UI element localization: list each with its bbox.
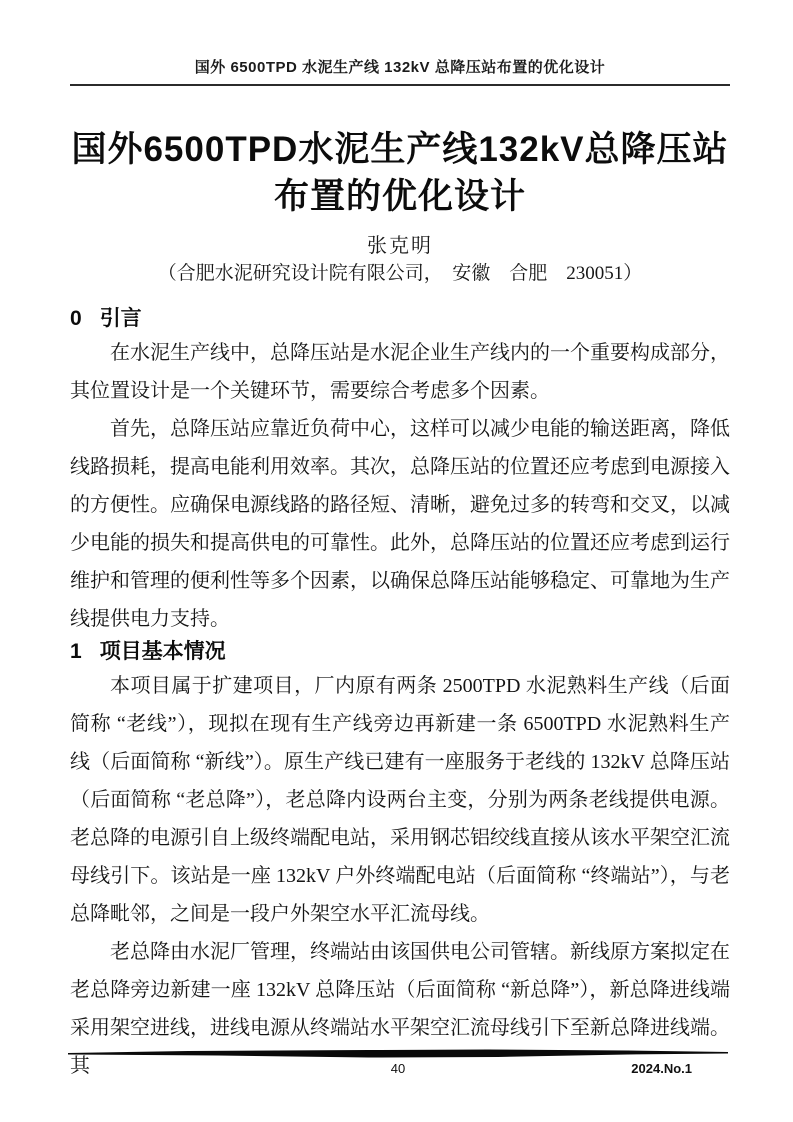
paragraph: 本项目属于扩建项目，厂内原有两条 2500TPD 水泥熟料生产线（后面简称 “老线”），现拟在现有生产线旁边再新建一条 6500TPD 水泥熟料生产线（后面简称 “新线”）。原生产线已建有一座服务于老线的 132kV 总降压站（后面简称 “老总降”），老总降内设两台主变，分别为两条老线提供电源。老总降的电源引自上级终端配电站，采用钢芯铝绞线直接从该水平架空汇流母线引下。该站是一座 132kV 户外终端配电站（后面简称 “终端站”），与老总降毗邻，之间是一段户外架空水平汇流母线。 [70,675,730,925]
article-title-line2: 布置的优化设计 [273,177,526,216]
author-affiliation: （合肥水泥研究设计院有限公司， 安徽 合肥 230051） [157,263,643,284]
header-rule [70,84,730,86]
section-title: 引言 [99,307,142,330]
section-body [70,334,730,638]
section-heading-0 [70,307,730,330]
section-number: 1 [70,640,82,663]
paragraph: 老总降由水泥厂管理，终端站由该国供电公司管辖。新线原方案拟定在老总降旁边新建一座 132kV 总降压站（后面简称 “新总降”），新总降进线端采用架空进线，进线电源从终端站水平架空汇流母线引下至新总降进线端。其 [70,941,730,1077]
footer-row [68,1060,728,1078]
running-header-title: 国外 6500TPD 水泥生产线 132kV 总降压站布置的优化设计 [194,59,606,76]
article-title-line1: 国外6500TPD水泥生产线132kV总降压站 [71,130,729,169]
section-title: 项目基本情况 [99,640,226,663]
paragraph: 在水泥生产线中，总降压站是水泥企业生产线内的一个重要构成部分，其位置设计是一个关键环节，需要综合考虑多个因素。 [70,342,730,402]
page-footer [68,1049,728,1078]
section-project-overview [70,640,730,1085]
section-introduction [70,307,730,638]
section-body [70,667,730,1085]
section-heading-1 [70,640,730,663]
section-number: 0 [70,307,82,330]
issue-label: 2024.No.1 [631,1061,692,1076]
paragraph: 首先，总降压站应靠近负荷中心，这样可以减少电能的输送距离，降低线路损耗，提高电能利用效率。其次，总降压站的位置还应考虑到电源接入的方便性。应确保电源线路的路径短、清晰，避免过多的转弯和交叉，以减少电能的损失和提高供电的可靠性。此外，总降压站的位置还应考虑到运行维护和管理的便利性等多个因素，以确保总降压站能够稳定、可靠地为生产线提供电力支持。 [70,418,730,630]
footer-rule [68,1049,728,1059]
article-title [70,126,730,220]
running-header [70,0,730,86]
page-number: 40 [390,1061,406,1076]
author-name: 张克明 [367,235,433,257]
